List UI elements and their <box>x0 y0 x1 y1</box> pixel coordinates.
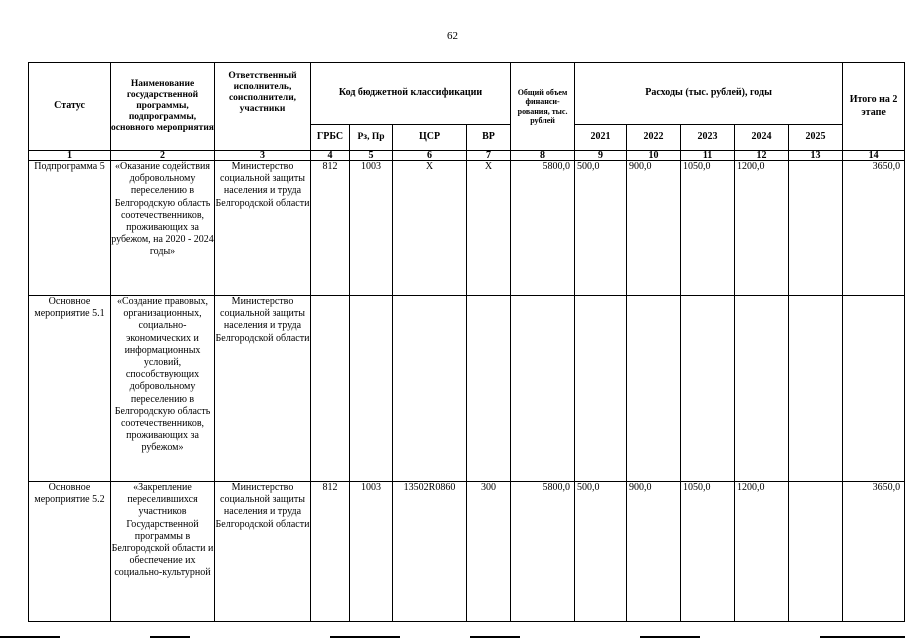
header-year-2024: 2024 <box>735 125 789 151</box>
header-name: Наименование государственной программы, подпрограммы, основного мероприятия <box>111 63 215 151</box>
column-number: 8 <box>511 151 575 161</box>
row-executor: Министерство социальной защиты населения и труда Белгородской области <box>215 161 311 296</box>
row-csr <box>393 296 467 482</box>
row-grbs: 812 <box>311 161 350 296</box>
column-number: 9 <box>575 151 627 161</box>
header-executor: Ответственный исполнитель, соисполнители, участники <box>215 63 311 151</box>
header-status: Статус <box>29 63 111 151</box>
row-name: «Закрепление переселившихся участников Государственной программы в Белгородской области и обеспечение их социально-культурной <box>111 482 215 622</box>
column-number-row <box>29 151 905 161</box>
row-total: 5800,0 <box>511 161 575 296</box>
column-number: 6 <box>393 151 467 161</box>
row-total: 5800,0 <box>511 482 575 622</box>
header-expenses: Расходы (тыс. рублей), годы <box>575 63 843 125</box>
budget-table <box>28 62 905 622</box>
row-2021 <box>575 296 627 482</box>
header-year-2022: 2022 <box>627 125 681 151</box>
header-total-stage: Итого на 2 этапе <box>843 63 905 151</box>
edge-dash <box>820 636 905 638</box>
edge-dash <box>640 636 700 638</box>
column-number: 14 <box>843 151 905 161</box>
row-rz-pr <box>350 296 393 482</box>
table-row <box>29 161 905 296</box>
row-vr: X <box>467 161 511 296</box>
row-2021: 500,0 <box>575 161 627 296</box>
row-2023: 1050,0 <box>681 482 735 622</box>
header-rz-pr: Рз, Пр <box>350 125 393 151</box>
header-vr: ВР <box>467 125 511 151</box>
row-2025 <box>789 296 843 482</box>
table-row <box>29 482 905 622</box>
row-executor: Министерство социальной защиты населения и труда Белгородской области <box>215 482 311 622</box>
row-executor: Министерство социальной защиты населения и труда Белгородской области <box>215 296 311 482</box>
row-stage-total <box>843 296 905 482</box>
header-row-1 <box>29 63 905 125</box>
page-bottom-edge <box>0 636 905 640</box>
row-stage-total: 3650,0 <box>843 161 905 296</box>
column-number: 4 <box>311 151 350 161</box>
row-2025 <box>789 161 843 296</box>
row-total <box>511 296 575 482</box>
row-2022: 900,0 <box>627 482 681 622</box>
column-number: 11 <box>681 151 735 161</box>
row-vr <box>467 296 511 482</box>
row-status: Подпрограмма 5 <box>29 161 111 296</box>
row-2024: 1200,0 <box>735 161 789 296</box>
edge-dash <box>0 636 60 638</box>
row-2025 <box>789 482 843 622</box>
column-number: 13 <box>789 151 843 161</box>
page-number: 62 <box>447 30 458 42</box>
row-status: Основное мероприятие 5.1 <box>29 296 111 482</box>
header-year-2025: 2025 <box>789 125 843 151</box>
row-2022 <box>627 296 681 482</box>
header-csr: ЦСР <box>393 125 467 151</box>
column-number: 5 <box>350 151 393 161</box>
row-vr: 300 <box>467 482 511 622</box>
column-number: 10 <box>627 151 681 161</box>
row-2022: 900,0 <box>627 161 681 296</box>
header-year-2021: 2021 <box>575 125 627 151</box>
row-csr: 13502R0860 <box>393 482 467 622</box>
header-grbs: ГРБС <box>311 125 350 151</box>
row-rz-pr: 1003 <box>350 482 393 622</box>
column-number: 2 <box>111 151 215 161</box>
row-2024: 1200,0 <box>735 482 789 622</box>
row-2023: 1050,0 <box>681 161 735 296</box>
row-2024 <box>735 296 789 482</box>
row-name: «Создание правовых, организационных, социально-экономических и информационных условий, способствующих добровольному переселению в Белгородскую область соотечественников, проживающих за рубежом» <box>111 296 215 482</box>
row-2021: 500,0 <box>575 482 627 622</box>
row-name: «Оказание содействия добровольному переселению в Белгородскую область соотечественников, проживающих за рубежом, на 2020 - 2024 годы» <box>111 161 215 296</box>
row-grbs: 812 <box>311 482 350 622</box>
row-2023 <box>681 296 735 482</box>
header-year-2023: 2023 <box>681 125 735 151</box>
column-number: 7 <box>467 151 511 161</box>
edge-dash <box>330 636 400 638</box>
column-number: 1 <box>29 151 111 161</box>
column-number: 12 <box>735 151 789 161</box>
row-rz-pr: 1003 <box>350 161 393 296</box>
header-total-volume: Общий объем финанси-рования, тыс. рублей <box>511 63 575 151</box>
edge-dash <box>470 636 520 638</box>
row-grbs <box>311 296 350 482</box>
header-budget-code: Код бюджетной классификации <box>311 63 511 125</box>
row-csr: X <box>393 161 467 296</box>
table-row <box>29 296 905 482</box>
row-stage-total: 3650,0 <box>843 482 905 622</box>
row-status: Основное мероприятие 5.2 <box>29 482 111 622</box>
edge-dash <box>150 636 190 638</box>
column-number: 3 <box>215 151 311 161</box>
